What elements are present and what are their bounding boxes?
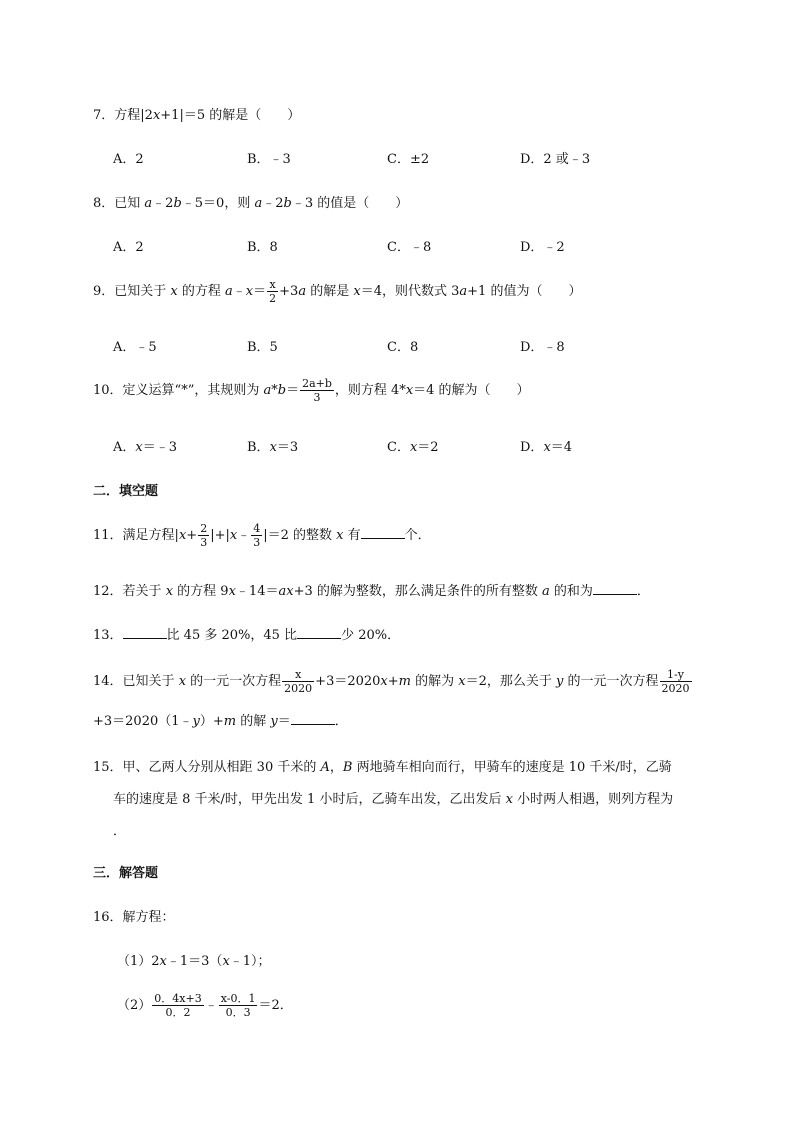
section-solve-heading: 三．解答题 [93, 866, 159, 881]
q9-option-d: D．﹣8 [520, 340, 565, 355]
q9-option-b: B．5 [247, 340, 278, 355]
question-13: 13． 比 45 多 20%，45 比 少 20%． [93, 628, 401, 643]
question-14-line-2: +3＝2020（1﹣y）+m 的解 y＝ ． [93, 714, 348, 729]
question-12: 12．若关于 x 的方程 9x﹣14＝ax+3 的解为整数，那么满足条件的所有整数 a 的和为 ． [93, 584, 650, 599]
q9-fraction: $\frac{x}{2}$ [269, 278, 277, 305]
question-11: 11．满足方程|x+ $\frac{2}{3}$ |+|x﹣ $\frac{4}{3}$ |＝2 的整数 x 有 个． [93, 522, 431, 549]
question-10: 10．定义运算“*”，其规则为 a*b＝ $\frac{2a+b}{3}$ ，则方程 4*x＝4 的解为（ ） [93, 377, 530, 404]
q10-fraction: $\frac{2a+b}{3}$ [302, 377, 332, 404]
question-7: 7．方程|2x+1|＝5 的解是（ ） [93, 108, 301, 123]
question-15-line-2: 车的速度是 8 千米/时，甲先出发 1 小时后，乙骑车出发，乙出发后 x 小时两人相遇，则列方程为 [113, 792, 674, 807]
question-9: 9．已知关于 x 的方程 a﹣x＝ $\frac{x}{2}$ +3a 的解是 x＝4，则代数式 3a+1 的值为（ ） [93, 278, 582, 305]
q7-option-a: A．2 [113, 152, 144, 167]
question-15-line-1: 15．甲、乙两人分别从相距 30 千米的 A，B 两地骑车相向而行，甲骑车的速度是 10 千米/时，乙骑 [93, 760, 672, 775]
q7-option-b: B．﹣3 [247, 152, 291, 167]
q10-option-c: C．x＝2 [387, 440, 439, 455]
q14-fraction-1: $\frac{x}{2020}$ [284, 668, 313, 695]
q8-option-c: C．﹣8 [387, 240, 432, 255]
q10-option-b: B．x＝3 [247, 440, 299, 455]
q14-fraction-2: $\frac{1-y}{2020}$ [661, 668, 690, 695]
answer-blank[interactable] [123, 626, 167, 639]
question-8: 8．已知 a﹣2b﹣5＝0，则 a﹣2b﹣3 的值是（ ） [93, 196, 409, 211]
answer-blank[interactable] [297, 626, 341, 639]
answer-blank[interactable] [361, 526, 405, 539]
q8-option-a: A．2 [113, 240, 144, 255]
q8-option-d: D．﹣2 [520, 240, 565, 255]
q9-option-a: A．﹣5 [113, 340, 157, 355]
question-14-line-1: 14．已知关于 x 的一元一次方程 $\frac{x}{2020}$ +3＝2020x+m 的解为 x＝2，那么关于 y 的一元一次方程 $\frac{1-y}{2020}$ [93, 668, 690, 695]
q7-option-d: D．2 或﹣3 [520, 152, 591, 167]
q10-option-d: D．x＝4 [520, 440, 573, 455]
question-16-part-1: （1）2x﹣1＝3（x﹣1）； [117, 954, 271, 969]
q11-fraction-2: $\frac{4}{3}$ [253, 522, 261, 549]
q8-option-b: B．8 [247, 240, 278, 255]
section-fill-in-heading: 二．填空题 [93, 484, 159, 499]
answer-blank[interactable] [593, 582, 637, 595]
q16-fraction-2: $\frac{x-0.1}{0.3}$ [220, 992, 256, 1019]
question-16-part-2: （2） $\frac{0.4x+3}{0.2}$ ﹣ $\frac{x-0.1}{0.3}$ ＝2． [117, 992, 293, 1019]
question-16-title: 16．解方程： [93, 910, 175, 925]
question-15-line-3: ． [113, 824, 127, 839]
q7-option-c: C．±2 [387, 152, 430, 167]
q10-option-a: A．x＝﹣3 [113, 440, 178, 455]
q11-fraction-1: $\frac{2}{3}$ [200, 522, 208, 549]
answer-blank[interactable] [291, 712, 335, 725]
q16-fraction-1: $\frac{0.4x+3}{0.2}$ [154, 992, 202, 1019]
q9-option-c: C．8 [387, 340, 419, 355]
